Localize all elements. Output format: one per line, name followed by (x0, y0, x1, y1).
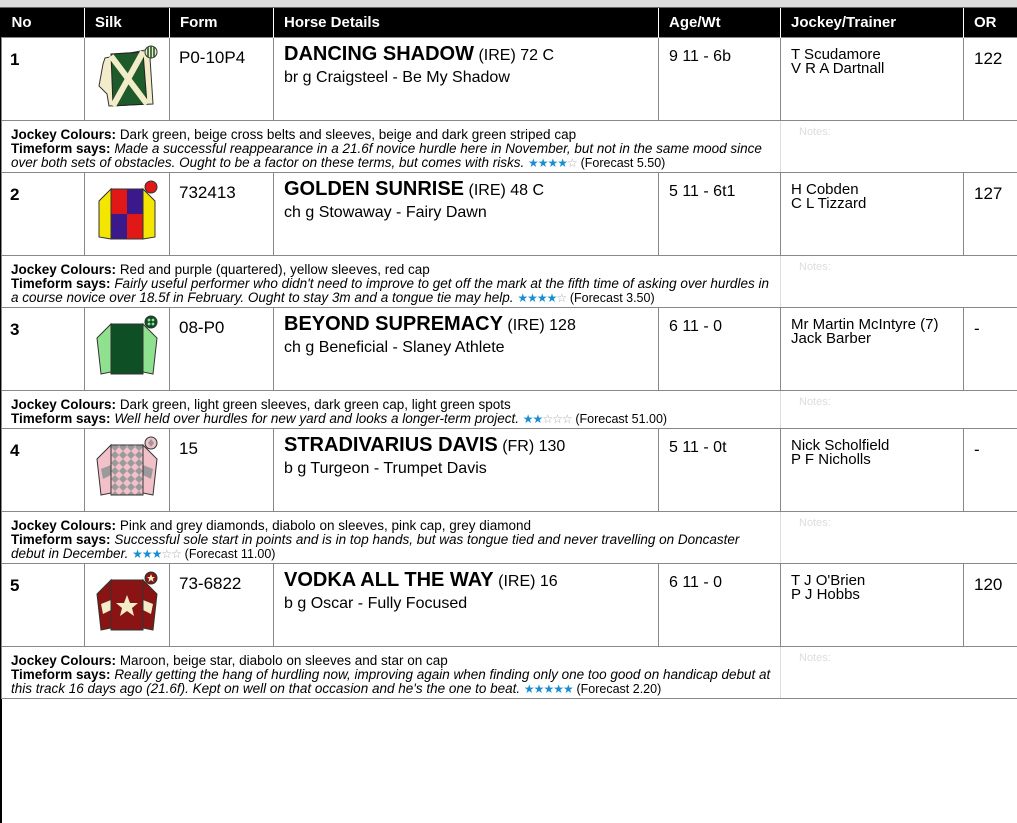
jockey-colours-label: Jockey Colours: (11, 653, 117, 668)
jockey-colours-label: Jockey Colours: (11, 262, 117, 277)
header-no[interactable]: No (2, 8, 85, 38)
red-purple-quartered-silk-icon (95, 179, 159, 243)
timeform-text: Really getting the hang of hurdling now, improving again when finding only one too good on handicap debut at this track 16 days ago (21.6f). Kept on well on that occasion and he's the one to beat. (11, 667, 771, 696)
jockey-name[interactable]: T J O'Brien (791, 572, 866, 589)
header-silk: Silk (85, 8, 170, 38)
official-rating: 122 (964, 38, 1017, 121)
form-figures: 08-P0 (170, 308, 274, 391)
horse-country: (IRE) (468, 182, 506, 199)
trainer-name[interactable]: P F Nicholls (791, 451, 871, 468)
horse-breeding: ch g Stowaway - Fairy Dawn (284, 204, 487, 221)
runner-comment (2, 512, 781, 564)
forecast-odds: (Forecast 2.20) (576, 682, 662, 696)
age-weight: 9 11 - 6b (659, 38, 781, 121)
runner-number: 1 (2, 38, 85, 121)
runner-info-row (2, 121, 1017, 173)
timeform-text: Fairly useful performer who didn't need to improve to get off the mark at the fifth time of asking over hurdles in a course novice over 18.5f in February. Ought to stay 3m and a tongue tie may help. (11, 276, 769, 305)
trainer-name[interactable]: Jack Barber (791, 330, 872, 347)
star-rating-icon: ★★★★☆ (517, 291, 567, 305)
runner-number: 2 (2, 173, 85, 256)
forecast-odds: (Forecast 51.00) (575, 412, 668, 426)
horse-rating: 128 (549, 317, 576, 334)
header-or[interactable]: OR (964, 8, 1017, 38)
official-rating: 120 (964, 564, 1017, 647)
form-figures: 15 (170, 429, 274, 512)
star-rating-icon: ★★☆☆☆ (522, 412, 572, 426)
notes-field[interactable]: Notes: (781, 512, 1017, 564)
horse-breeding: ch g Beneficial - Slaney Athlete (284, 339, 505, 356)
runner-info-row (2, 256, 1017, 308)
horse-rating: 16 (539, 573, 558, 590)
header-age-wt[interactable]: Age/Wt (659, 8, 781, 38)
trainer-name[interactable]: C L Tizzard (791, 195, 867, 212)
runner-row[interactable] (2, 173, 1017, 256)
runner-info-row (2, 647, 1017, 699)
horse-details (274, 429, 659, 512)
silk-cell (85, 308, 170, 391)
jockey-colours-text: Red and purple (quartered), yellow sleeves, red cap (119, 262, 430, 277)
racecard-table (1, 8, 1017, 699)
notes-field[interactable]: Notes: (781, 391, 1017, 429)
header-row (2, 8, 1017, 38)
pink-grey-diamonds-silk-icon (95, 435, 159, 499)
forecast-odds: (Forecast 3.50) (569, 291, 655, 305)
horse-name[interactable]: VODKA ALL THE WAY (284, 569, 494, 591)
jockey-trainer (781, 38, 964, 121)
age-weight: 6 11 - 0 (659, 564, 781, 647)
horse-breeding: br g Craigsteel - Be My Shadow (284, 69, 510, 86)
dark-green-light-green-sleeves-silk-icon (95, 314, 159, 378)
runner-number: 4 (2, 429, 85, 512)
horse-name[interactable]: DANCING SHADOW (284, 43, 474, 65)
jockey-colours-text: Maroon, beige star, diabolo on sleeves and star on cap (119, 653, 448, 668)
horse-country: (IRE) (507, 317, 545, 334)
silk-cell (85, 429, 170, 512)
horse-country: (FR) (502, 438, 535, 455)
header-form[interactable]: Form (170, 8, 274, 38)
jockey-trainer (781, 429, 964, 512)
horse-name[interactable]: GOLDEN SUNRISE (284, 178, 465, 200)
timeform-text: Successful sole start in points and is in top hands, but was tongue tied and never travelling on Doncaster debut in December. (11, 532, 740, 561)
jockey-name[interactable]: H Cobden (791, 181, 859, 198)
jockey-colours-text: Dark green, light green sleeves, dark green cap, light green spots (119, 397, 511, 412)
forecast-odds: (Forecast 11.00) (184, 547, 276, 561)
star-rating-icon: ★★★★★ (523, 682, 573, 696)
horse-rating: 72 C (520, 47, 555, 64)
jockey-colours-text: Pink and grey diamonds, diabolo on sleeves, pink cap, grey diamond (119, 518, 532, 533)
horse-name[interactable]: STRADIVARIUS DAVIS (284, 434, 498, 456)
trainer-name[interactable]: V R A Dartnall (791, 60, 885, 77)
jockey-name[interactable]: Mr Martin McIntyre (7) (791, 316, 939, 333)
timeform-label: Timeform says: (11, 276, 111, 291)
runner-comment (2, 121, 781, 173)
timeform-text: Well held over hurdles for new yard and looks a longer-term project. (114, 411, 520, 426)
official-rating: - (964, 308, 1017, 391)
runner-comment (2, 647, 781, 699)
jockey-colours-label: Jockey Colours: (11, 518, 117, 533)
star-rating-icon: ★★★☆☆ (132, 547, 181, 561)
jockey-trainer (781, 308, 964, 391)
horse-country: (IRE) (498, 573, 536, 590)
star-rating-icon: ★★★★☆ (528, 156, 577, 170)
horse-details (274, 173, 659, 256)
timeform-label: Timeform says: (11, 141, 111, 156)
jockey-name[interactable]: T Scudamore (791, 46, 881, 63)
form-figures: 732413 (170, 173, 274, 256)
header-horse-details[interactable]: Horse Details (274, 8, 659, 38)
runner-row[interactable] (2, 38, 1017, 121)
notes-field[interactable]: Notes: (781, 256, 1017, 308)
horse-details (274, 308, 659, 391)
age-weight: 5 11 - 6t1 (659, 173, 781, 256)
green-beige-cross-belts-silk-icon (95, 44, 159, 108)
silk-cell (85, 38, 170, 121)
form-figures: P0-10P4 (170, 38, 274, 121)
runner-number: 5 (2, 564, 85, 647)
horse-rating: 48 C (510, 182, 545, 199)
horse-details (274, 564, 659, 647)
runner-comment (2, 256, 781, 308)
horse-details (274, 38, 659, 121)
official-rating: 127 (964, 173, 1017, 256)
jockey-colours-text: Dark green, beige cross belts and sleeves, beige and dark green striped cap (119, 127, 577, 142)
jockey-colours-label: Jockey Colours: (11, 127, 117, 142)
runner-row[interactable] (2, 429, 1017, 512)
silk-cell (85, 173, 170, 256)
runner-row[interactable] (2, 564, 1017, 647)
official-rating: - (964, 429, 1017, 512)
silk-cell (85, 564, 170, 647)
runner-info-row (2, 391, 1017, 429)
age-weight: 6 11 - 0 (659, 308, 781, 391)
timeform-label: Timeform says: (11, 411, 111, 426)
age-weight: 5 11 - 0t (659, 429, 781, 512)
notes-field[interactable]: Notes: (781, 647, 1017, 699)
top-strip (0, 0, 1017, 8)
header-jockey-trainer[interactable]: Jockey/Trainer (781, 8, 964, 38)
form-figures: 73-6822 (170, 564, 274, 647)
runner-info-row (2, 512, 1017, 564)
horse-breeding: b g Oscar - Fully Focused (284, 595, 468, 612)
runner-row[interactable] (2, 308, 1017, 391)
horse-breeding: b g Turgeon - Trumpet Davis (284, 460, 487, 477)
runner-number: 3 (2, 308, 85, 391)
jockey-trainer (781, 564, 964, 647)
notes-field[interactable]: Notes: (781, 121, 1017, 173)
horse-name[interactable]: BEYOND SUPREMACY (284, 313, 503, 335)
jockey-trainer (781, 173, 964, 256)
jockey-name[interactable]: Nick Scholfield (791, 437, 890, 454)
maroon-beige-star-silk-icon (95, 570, 159, 634)
timeform-label: Timeform says: (11, 667, 111, 682)
timeform-text: Made a successful reappearance in a 21.6f novice hurdle here in November, but not in the same mood since over both sets of obstacles. Ought to be a factor on these terms, but comes with risks. (11, 141, 762, 170)
horse-rating: 130 (538, 438, 566, 455)
timeform-label: Timeform says: (11, 532, 111, 547)
forecast-odds: (Forecast 5.50) (580, 156, 666, 170)
runner-comment (2, 391, 781, 429)
horse-country: (IRE) (478, 47, 516, 64)
trainer-name[interactable]: P J Hobbs (791, 586, 860, 603)
jockey-colours-label: Jockey Colours: (11, 397, 117, 412)
